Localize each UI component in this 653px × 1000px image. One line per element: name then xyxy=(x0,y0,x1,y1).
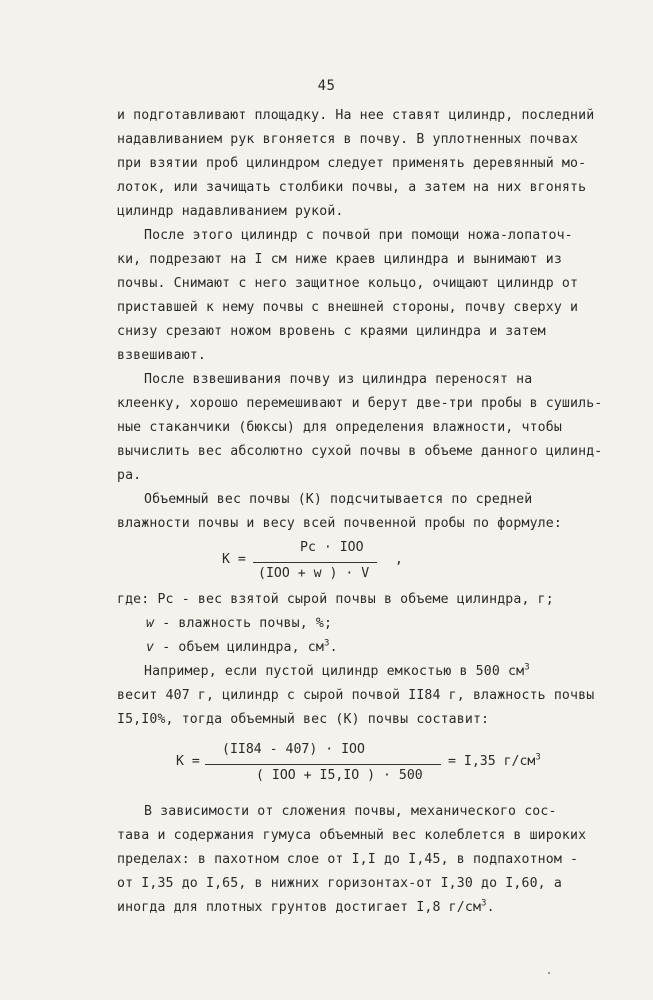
definition-text: - объем цилиндра, см xyxy=(162,640,324,655)
text-line: весит 407 г, цилиндр с сырой почвой II84 г, влажность почвы xyxy=(117,688,595,703)
superscript: 3 xyxy=(535,752,541,763)
text-line: Объемный вес почвы (К) подсчитывается по средней xyxy=(144,492,533,507)
definition-line xyxy=(146,640,338,656)
definition-line: где: Рс - вес взятой сырой почвы в объеме цилиндра, г; xyxy=(117,592,554,607)
text-line: почвы. Снимают с него защитное кольцо, очищают цилиндр от xyxy=(117,276,579,291)
text-line: при взятии проб цилиндром следует применять деревянный мо- xyxy=(117,156,587,171)
formula-1-numerator: Рс · IOO xyxy=(300,540,364,555)
definition-end: . xyxy=(329,640,338,655)
formula-2-lhs: К = xyxy=(176,754,200,769)
text-line: и подготавливают площадку. На нее ставят цилиндр, последний xyxy=(117,108,595,123)
text-line: приставшей к нему почвы с внешней стороны, почву сверху и xyxy=(117,300,579,315)
text-line: пределах: в пахотном слое от I,I до I,45, в подпахотном - xyxy=(117,852,579,867)
definition-line xyxy=(146,616,332,632)
text-line: влажности почвы и весу всей почвенной пробы по формуле: xyxy=(117,516,562,531)
text-line: снизу срезают ножом вровень с краями цилиндра и затем xyxy=(117,324,546,339)
text-line: надавливанием рук вгоняется в почву. В уплотненных почвах xyxy=(117,132,579,147)
symbol-v: v xyxy=(146,640,155,655)
text-line: После взвешивания почву из цилиндра переносят на xyxy=(144,372,533,387)
text-line xyxy=(117,900,495,916)
formula-1-denominator: (IOO + w ) · V xyxy=(258,566,370,581)
formula-2-numerator: (II84 - 407) · IOO xyxy=(222,742,365,757)
text-end: . xyxy=(486,900,495,915)
page-number: 45 xyxy=(317,78,336,94)
text-line: взвешивают. xyxy=(117,348,206,363)
paper-speck xyxy=(548,972,550,974)
text-segment: Например, если пустой цилиндр емкостью в 500 см xyxy=(144,664,525,679)
definition-text: - влажность почвы, %; xyxy=(162,616,333,631)
text-line xyxy=(144,664,530,680)
text-line: ра. xyxy=(117,468,142,483)
formula-1-fraction-bar xyxy=(253,562,377,563)
text-line: от I,35 до I,65, в нижних горизонтах-от I,30 до I,60, а xyxy=(117,876,562,891)
formula-1-lhs: К = xyxy=(222,552,246,567)
symbol-w: w xyxy=(146,616,155,631)
text-segment: иногда для плотных грунтов достигает I,8 г/см xyxy=(117,900,482,915)
text-line: вычислить вес абсолютно сухой почвы в объеме данного цилинд- xyxy=(117,444,603,459)
superscript: 3 xyxy=(524,662,530,673)
text-line: тава и содержания гумуса объемный вес колеблется в широких xyxy=(117,828,587,843)
text-line: В зависимости от сложения почвы, механического сос- xyxy=(144,804,557,819)
text-line: клеенку, хорошо перемешивают и берут две-три пробы в сушиль- xyxy=(117,396,603,411)
text-line: лоток, или зачищать столбики почвы, а затем на них вгонять xyxy=(117,180,587,195)
text-line: I5,I0%, тогда объемный вес (К) почвы составит: xyxy=(117,712,490,727)
text-line: После этого цилиндр с почвой при помощи ножа-лопаточ- xyxy=(144,228,573,243)
formula-2-result xyxy=(448,754,541,770)
superscript: 3 xyxy=(481,898,487,909)
formula-1-tail: , xyxy=(395,552,403,567)
text-line: ки, подрезают на I см ниже краев цилиндра и вынимают из xyxy=(117,252,562,267)
formula-2-denominator: ( IOO + I5,IO ) · 500 xyxy=(256,768,423,783)
text-line: ные стаканчики (бюксы) для определения влажности, чтобы xyxy=(117,420,562,435)
text-line: цилиндр надавливанием рукой. xyxy=(117,204,344,219)
formula-2-fraction-bar xyxy=(205,764,441,765)
result-text: = I,35 г/см xyxy=(448,754,536,769)
superscript: 3 xyxy=(323,638,330,649)
